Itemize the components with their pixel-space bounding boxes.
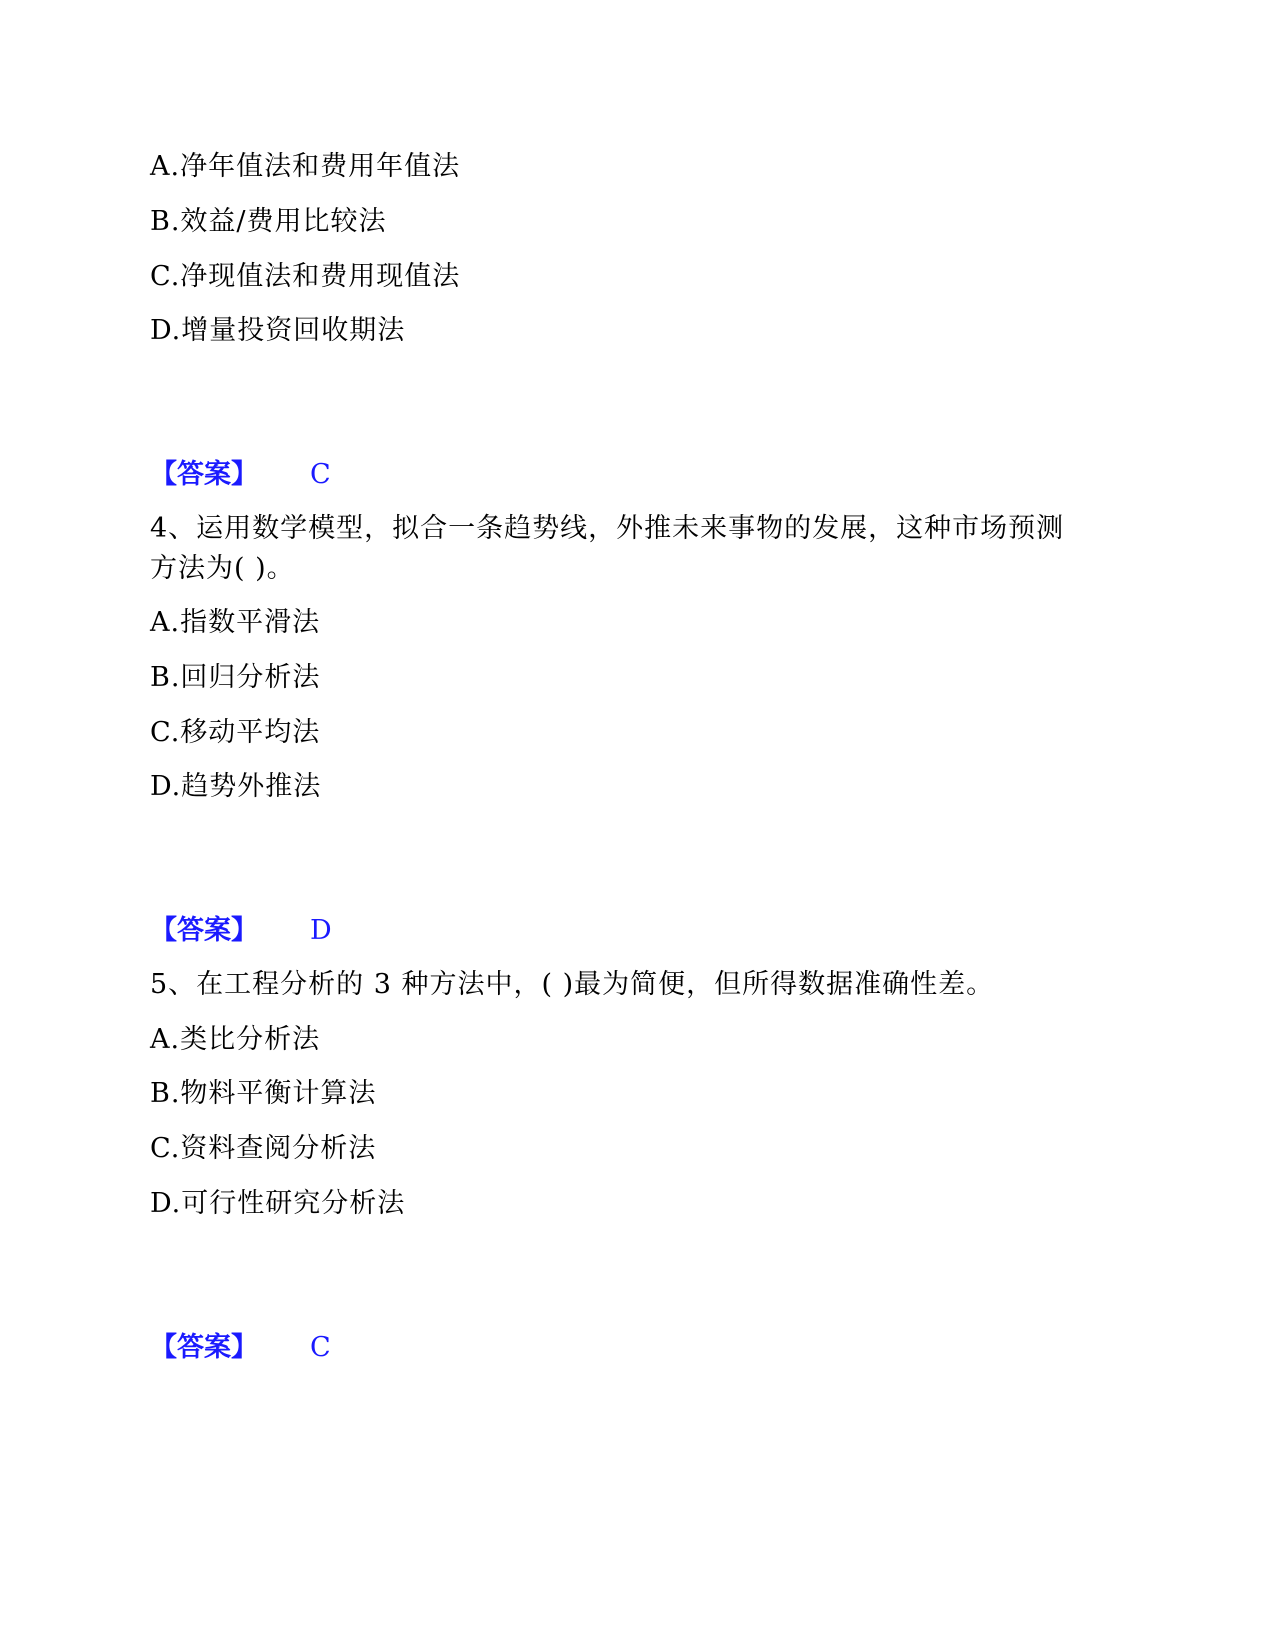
q5-option-b: B.物料平衡计算法: [150, 1078, 377, 1109]
answer-label: 【答案】: [150, 1332, 258, 1363]
q5-option-c: C.资料查阅分析法: [150, 1133, 377, 1164]
answer-value: C: [310, 459, 331, 490]
q3-answer: [150, 458, 331, 492]
q5-option-a: A.类比分析法: [150, 1024, 321, 1055]
q4-option-c: C.移动平均法: [150, 717, 321, 748]
q4-option-b: B.回归分析法: [150, 662, 321, 693]
answer-label: 【答案】: [150, 459, 258, 490]
q5-stem-line1: 5、在工程分析的 3 种方法中，( )最为简便，但所得数据准确性差。: [150, 969, 995, 1000]
q3-option-d: D.增量投资回收期法: [150, 315, 406, 346]
answer-label: 【答案】: [150, 915, 258, 946]
q4-stem-line1: 4、运用数学模型，拟合一条趋势线，外推未来事物的发展，这种市场预测: [150, 513, 1065, 544]
answer-value: D: [310, 915, 332, 946]
q3-option-a: A.净年值法和费用年值法: [150, 151, 461, 182]
q3-option-c: C.净现值法和费用现值法: [150, 261, 461, 292]
q5-answer: [150, 1331, 331, 1365]
q4-answer: [150, 914, 332, 948]
q4-option-d: D.趋势外推法: [150, 771, 322, 802]
q4-option-a: A.指数平滑法: [150, 607, 321, 638]
q5-option-d: D.可行性研究分析法: [150, 1188, 406, 1219]
q3-option-b: B.效益/费用比较法: [150, 206, 387, 237]
q4-stem-line2: 方法为( )。: [150, 553, 295, 584]
answer-value: C: [310, 1332, 331, 1363]
